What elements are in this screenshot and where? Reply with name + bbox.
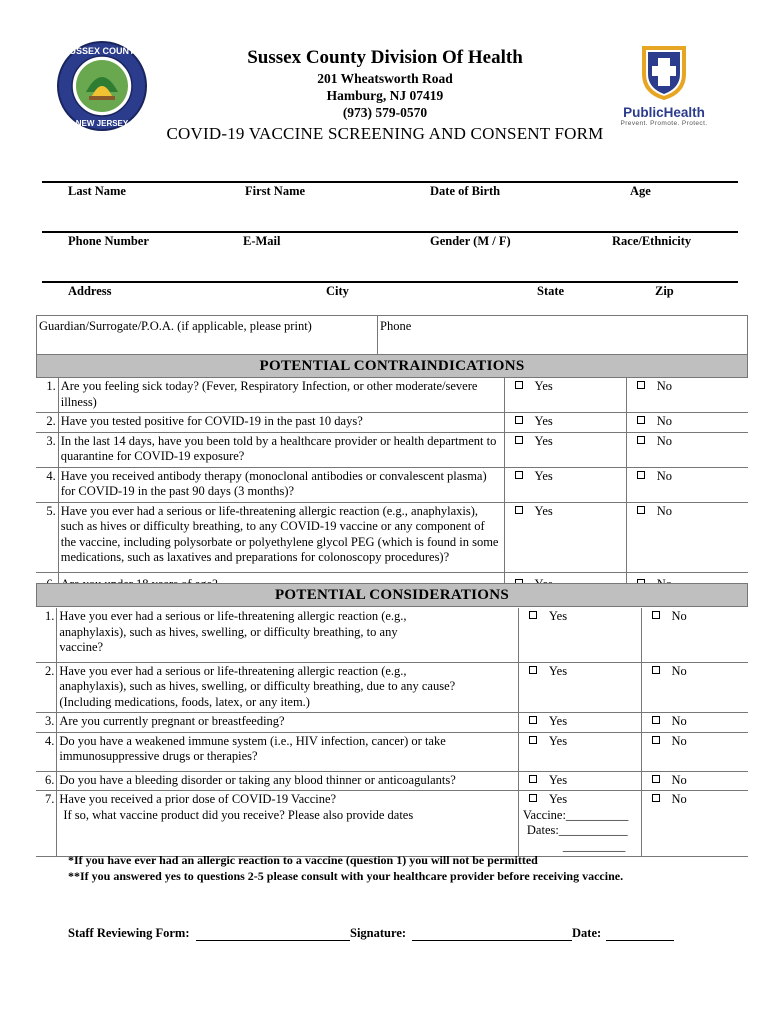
question-row [36,502,748,572]
svg-text:NEW JERSEY: NEW JERSEY [75,119,129,128]
svg-text:SUSSEX COUNTY: SUSSEX COUNTY [63,46,141,56]
considerations-heading: POTENTIAL CONSIDERATIONS [36,583,748,607]
question-row [36,467,748,502]
question-number: 7. [36,791,57,857]
yes-option[interactable]: Yes [518,713,641,733]
zip-label: Zip [655,284,674,298]
question-text: Do you have a weakened immune system (i.e., HIV infection, cancer) or take immunosuppressive drugs or therapies? [57,732,519,771]
question-row [36,608,748,662]
first-name-label: First Name [245,184,306,198]
yes-option[interactable]: Yes Vaccine:__________ Dates:___________ __________ [518,791,641,857]
no-option[interactable]: No [641,608,748,662]
checkbox-icon[interactable] [637,471,645,479]
race-ethnicity-label: Race/Ethnicity [612,234,692,248]
checkbox-icon[interactable] [652,794,660,802]
question-number: 2. [36,662,57,713]
checkbox-icon[interactable] [529,736,537,744]
question-row [36,378,748,413]
note-allergic-reaction: *If you have ever had an allergic reaction to a vaccine (question 1) you will not be permitted [68,853,538,867]
question-row [36,713,748,733]
question-text: Have you ever had a serious or life-threatening allergic reaction (e.g., anaphylaxis), such as hives, swelling, or difficulty breathing, to any vaccine? [57,608,519,662]
checkbox-icon[interactable] [515,416,523,424]
contraindications-table [36,378,748,595]
question-number: 5. [36,502,58,572]
checkbox-icon[interactable] [637,506,645,514]
public-health-logo-name: PublicHealth [623,105,705,120]
dob-label: Date of Birth [430,184,501,198]
no-option[interactable]: No [641,713,748,733]
question-row [36,432,748,467]
checkbox-icon[interactable] [652,775,660,783]
contraindications-heading: POTENTIAL CONTRAINDICATIONS [36,354,748,378]
question-number: 6. [36,771,57,791]
dates-field-line2[interactable]: __________ [562,838,626,853]
checkbox-icon[interactable] [515,506,523,514]
dates-field[interactable]: Dates:___________ [526,823,628,837]
considerations-table [36,608,748,857]
question-number: 2. [36,413,58,433]
checkbox-icon[interactable] [652,611,660,619]
yes-option[interactable]: Yes [504,413,626,433]
checkbox-icon[interactable] [529,611,537,619]
question-text-line1: Have you received a prior dose of COVID-19 Vaccine? [59,792,337,806]
yes-option[interactable]: Yes [504,432,626,467]
gender-label: Gender (M / F) [430,234,511,248]
checkbox-icon[interactable] [529,775,537,783]
yes-option[interactable]: Yes [504,378,626,413]
question-row [36,413,748,433]
signature-label: Signature: [350,926,407,940]
question-text: Have you ever had a serious or life-threatening allergic reaction (e.g., anaphylaxis), such as hives, swelling, or difficulty breathing, due to any cause? (Including medications, foods, latex, or any item.) [57,662,519,713]
staff-reviewing-label: Staff Reviewing Form: [68,926,190,940]
address-label: Address [68,284,112,298]
checkbox-icon[interactable] [529,794,537,802]
checkbox-icon[interactable] [652,666,660,674]
question-row [36,662,748,713]
checkbox-icon[interactable] [637,436,645,444]
guardian-phone-label: Phone [380,319,412,333]
no-option[interactable]: No [641,732,748,771]
question-row [36,732,748,771]
question-text: Have you ever had a serious or life-threatening allergic reaction (e.g., anaphylaxis), such as hives or difficulty breathing, to any COVID-19 vaccine or any component of the vaccine, including polysorbate or polyethylene glycol PEG (which is found in some medications, such as laxatives and preparations for colonoscopy procedures)? [58,502,504,572]
question-text-line2: If so, what vaccine product did you receive? Please also provide dates [63,807,414,822]
city-label: City [326,284,349,298]
question-text: Are you feeling sick today? (Fever, Respiratory Infection, or other moderate/severe illness) [58,378,504,413]
org-address-line1: 201 Wheatsworth Road [317,71,453,86]
guardian-row [36,315,748,357]
org-address-line2: Hamburg, NJ 07419 [326,88,444,103]
yes-option[interactable]: Yes [518,771,641,791]
checkbox-icon[interactable] [652,736,660,744]
question-number: 3. [36,432,58,467]
org-phone: (973) 579-0570 [342,105,428,120]
question-row [36,771,748,791]
form-title: COVID-19 VACCINE SCREENING AND CONSENT FORM [166,124,604,143]
date-field[interactable] [606,940,674,941]
question-text [57,791,519,857]
question-number: 1. [36,608,57,662]
staff-reviewing-field[interactable] [196,940,350,941]
no-option[interactable]: No [626,378,748,413]
question-number: 3. [36,713,57,733]
vaccine-field[interactable]: Vaccine:__________ [522,807,629,822]
org-name: Sussex County Division Of Health [247,47,523,68]
question-text: Are you currently pregnant or breastfeeding? [57,713,519,733]
field-rule-1 [42,181,738,183]
yes-option[interactable]: Yes [518,732,641,771]
yes-option[interactable]: Yes [504,502,626,572]
no-option[interactable]: No [626,502,748,572]
date-label: Date: [572,926,602,940]
phone-number-label: Phone Number [68,234,149,248]
no-option[interactable]: No [641,662,748,713]
question-row [36,791,748,857]
question-text: Do you have a bleeding disorder or taking any blood thinner or anticoagulants? [57,771,519,791]
question-text: Have you received antibody therapy (monoclonal antibodies or convalescent plasma) for COVID-19 in the past 90 days (3 months)? [58,467,504,502]
question-number: 1. [36,378,58,413]
question-number: 4. [36,732,57,771]
field-rule-2 [42,231,738,233]
checkbox-icon[interactable] [637,381,645,389]
checkbox-icon[interactable] [637,416,645,424]
signature-field[interactable] [412,940,572,941]
guardian-label: Guardian/Surrogate/P.O.A. (if applicable, please print) [39,319,312,333]
no-option[interactable]: No [641,771,748,791]
no-option[interactable]: No [626,432,748,467]
email-label: E-Mail [243,234,281,248]
note-consult-provider: **If you answered yes to questions 2-5 please consult with your healthcare provider before receiving vaccine. [68,869,624,883]
public-health-logo-tagline: Prevent. Promote. Protect. [620,120,708,127]
field-rule-3 [42,281,738,283]
yes-option[interactable]: Yes [504,467,626,502]
no-option[interactable]: No [641,791,748,857]
checkbox-icon[interactable] [515,381,523,389]
no-option[interactable]: No [626,467,748,502]
yes-option[interactable]: Yes [518,608,641,662]
question-number: 4. [36,467,58,502]
checkbox-icon[interactable] [515,436,523,444]
checkbox-icon[interactable] [515,471,523,479]
checkbox-icon[interactable] [529,716,537,724]
last-name-label: Last Name [68,184,126,198]
question-text: In the last 14 days, have you been told by a healthcare provider or health department to quarantine for COVID-19 exposure? [58,432,504,467]
checkbox-icon[interactable] [529,666,537,674]
yes-option[interactable]: Yes [518,662,641,713]
age-label: Age [630,184,651,198]
state-label: State [537,284,565,298]
question-text: Have you tested positive for COVID-19 in the past 10 days? [58,413,504,433]
checkbox-icon[interactable] [652,716,660,724]
no-option[interactable]: No [626,413,748,433]
